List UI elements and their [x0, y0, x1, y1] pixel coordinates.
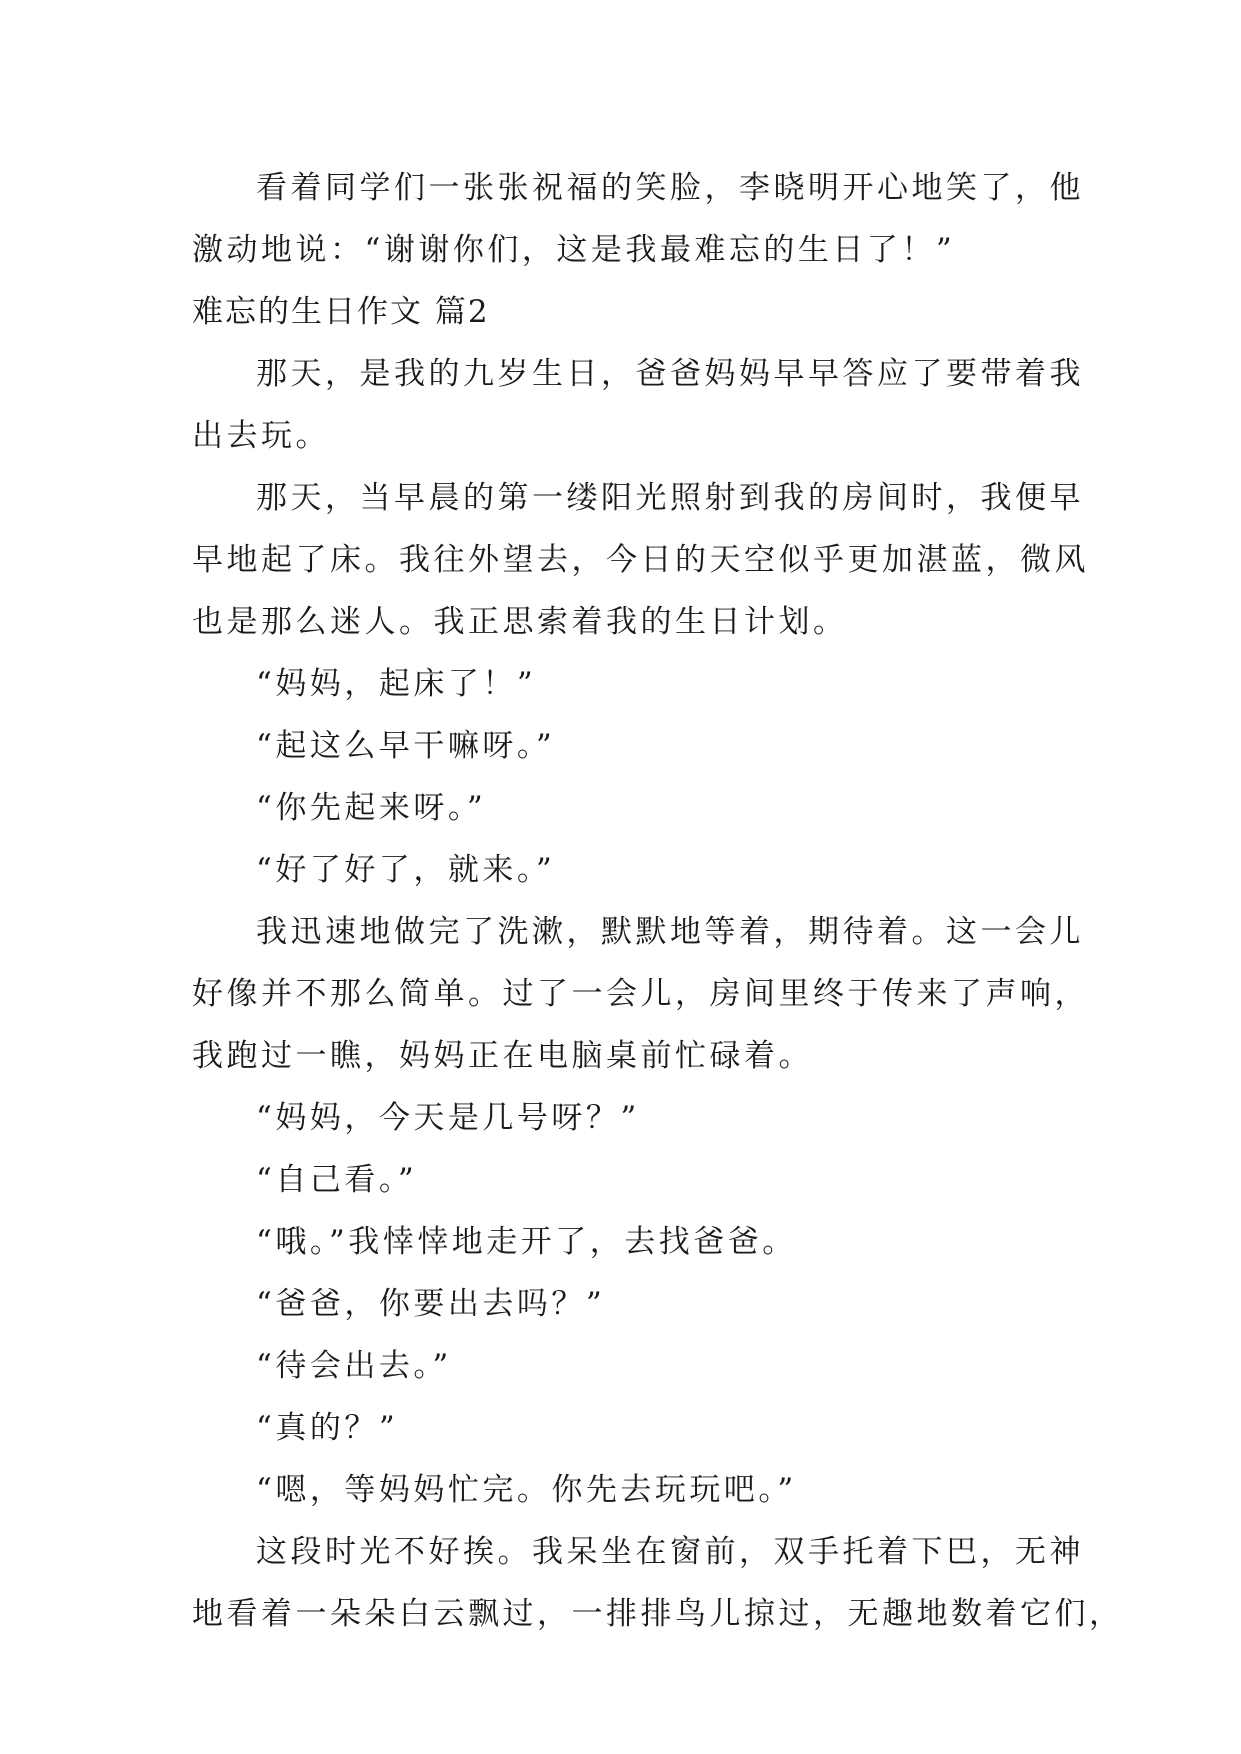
text-line: 那天，当早晨的第一缕阳光照射到我的房间时，我便早 [256, 480, 1084, 516]
dialogue-line: “爸爸，你要出去吗？” [256, 1286, 606, 1322]
text-line: 激动地说：“谢谢你们，这是我最难忘的生日了！” [192, 232, 956, 268]
text-line: 我迅速地做完了洗漱，默默地等着，期待着。这一会儿 [256, 914, 1084, 950]
document-body [192, 157, 1124, 1645]
dialogue-line: “待会出去。” [256, 1348, 452, 1384]
text-line: 好像并不那么简单。过了一会儿，房间里终于传来了声响， [192, 976, 1089, 1012]
text-line: 我跑过一瞧，妈妈正在电脑桌前忙碌着。 [192, 1038, 813, 1074]
text-line: 也是那么迷人。我正思索着我的生日计划。 [192, 604, 848, 640]
text-line: 这段时光不好挨。我呆坐在窗前，双手托着下巴，无神 [256, 1534, 1084, 1570]
section-heading: 难忘的生日作文 篇2 [192, 294, 490, 330]
dialogue-line: “哦。”我悻悻地走开了，去找爸爸。 [256, 1224, 797, 1260]
text-line: 早地起了床。我往外望去，今日的天空似乎更加湛蓝，微风 [192, 542, 1089, 578]
dialogue-line: “好了好了，就来。” [256, 852, 556, 888]
dialogue-line: “真的？” [256, 1410, 399, 1446]
text-line: 那天，是我的九岁生日，爸爸妈妈早早答应了要带着我 [256, 356, 1084, 392]
dialogue-line: “你先起来呀。” [256, 790, 487, 826]
dialogue-line: “起这么早干嘛呀。” [256, 728, 556, 764]
text-line: 看着同学们一张张祝福的笑脸，李晓明开心地笑了，他 [256, 170, 1084, 206]
dialogue-line: “自己看。” [256, 1162, 418, 1198]
dialogue-line: “妈妈，起床了！” [256, 666, 537, 702]
text-line: 地看着一朵朵白云飘过，一排排鸟儿掠过，无趣地数着它们， [192, 1596, 1124, 1632]
dialogue-line: “嗯，等妈妈忙完。你先去玩玩吧。” [256, 1472, 797, 1508]
dialogue-line: “妈妈，今天是几号呀？” [256, 1100, 640, 1136]
text-line: 出去玩。 [192, 418, 330, 454]
